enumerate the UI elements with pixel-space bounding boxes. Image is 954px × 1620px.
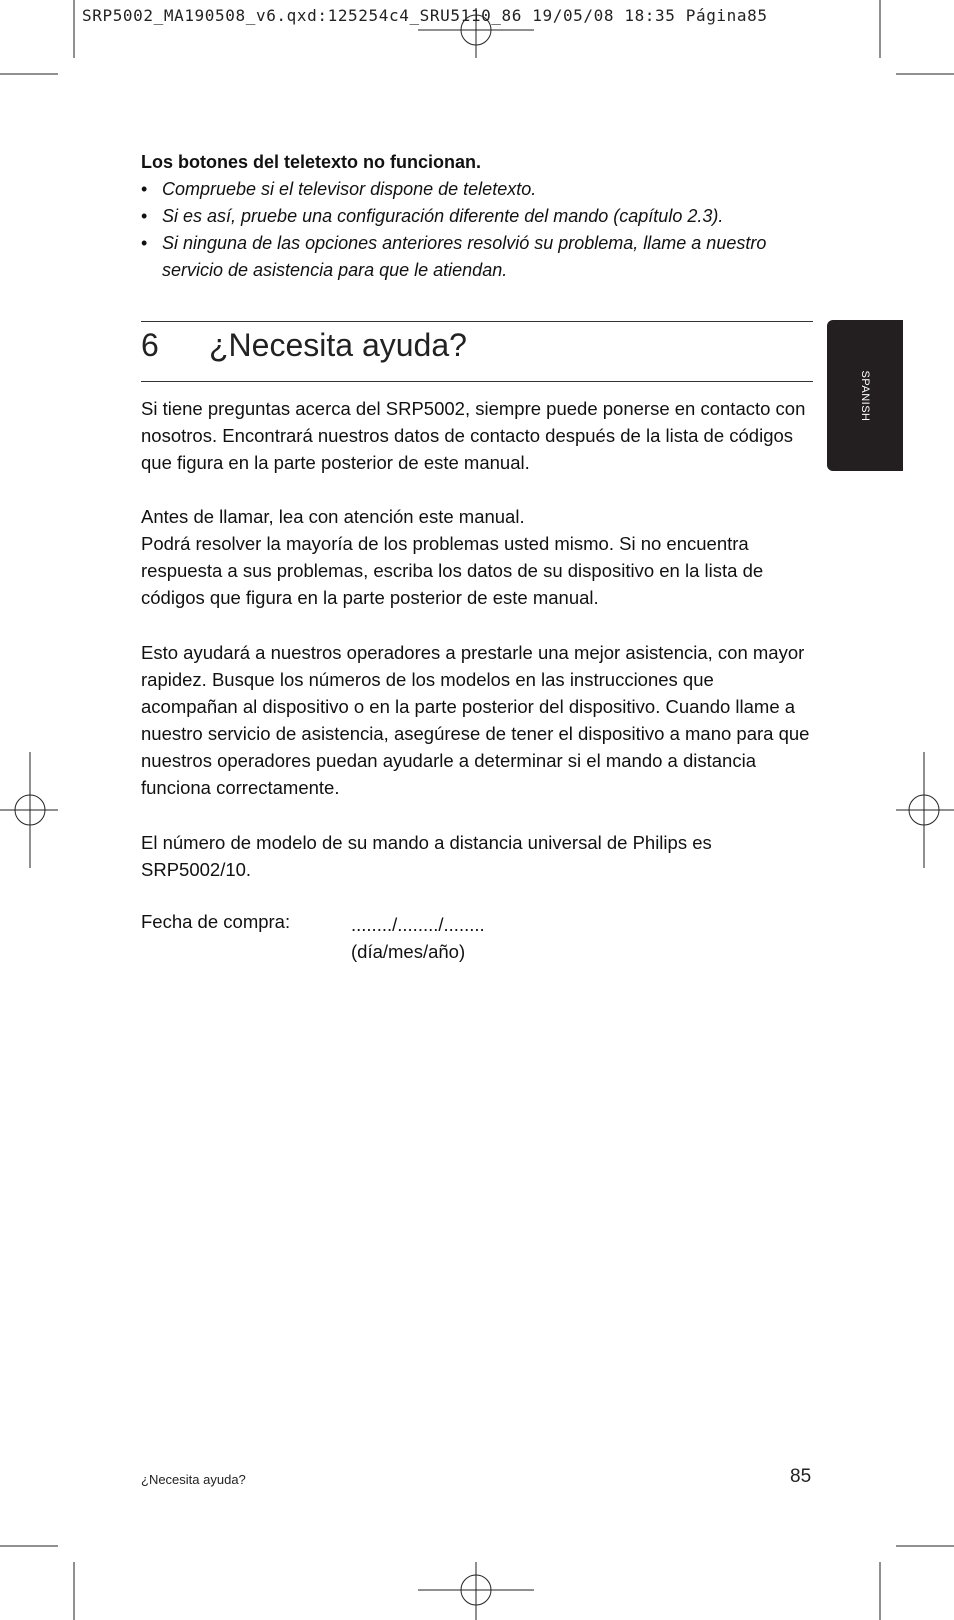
paragraph-contact: Si tiene preguntas acerca del SRP5002, siempre puede ponerse en contacto con nosotros. Encontrará nuestros datos de contacto después de la lista de códigos que figura en la parte posterior de este manual. <box>141 398 806 473</box>
section-title: ¿Necesita ayuda? <box>209 327 467 363</box>
troubleshooting-list <box>141 176 813 284</box>
troubleshooting-heading: Los botones del teletexto no funcionan. <box>141 152 482 172</box>
list-item: • Compruebe si el televisor dispone de teletexto. <box>141 176 813 203</box>
page-number: 85 <box>790 1466 812 1487</box>
bullet-icon: • <box>141 206 148 226</box>
paragraph-operators: Esto ayudará a nuestros operadores a prestarle una mejor asistencia, con mayor rapidez. Busque los números de los modelos en las instrucciones que acompañan al dispositivo o en la parte posterior del dispositivo. Cuando llame a nuestro servicio de asistencia, asegúrese de tener el dispositivo a mano para que nuestros operadores puedan ayudarle a determinar si el mando a distancia funciona correctamente. <box>141 642 810 798</box>
print-slug-line: SRP5002_MA190508_v6.qxd:125254c4_SRU5110_86 19/05/08 18:35 Página85 <box>82 6 768 25</box>
purchase-date-blank: ......../......../........ <box>351 914 485 935</box>
section-rule-top <box>141 321 813 322</box>
language-tab-label: SPANISH <box>859 370 871 421</box>
purchase-date-field <box>351 911 485 965</box>
purchase-date-label: Fecha de compra: <box>141 911 291 932</box>
paragraph-model-number: El número de modelo de su mando a distancia universal de Philips es SRP5002/10. <box>141 832 712 880</box>
language-tab <box>827 320 903 471</box>
bullet-icon: • <box>141 233 148 253</box>
list-item: • Si ninguna de las opciones anteriores resolvió su problema, llame a nuestro servicio de asistencia para que le atiendan. <box>141 230 813 284</box>
footer-section-name: ¿Necesita ayuda? <box>141 1472 246 1487</box>
paragraph-solve-problems: Podrá resolver la mayoría de los problemas usted mismo. Si no encuentra respuesta a sus problemas, escriba los datos de su dispositivo en la lista de códigos que figura en la parte posterior de este manual. <box>141 533 764 608</box>
list-item: • Si es así, pruebe una configuración diferente del mando (capítulo 2.3). <box>141 203 813 230</box>
bullet-icon: • <box>141 179 148 199</box>
paragraph-before-calling: Antes de llamar, lea con atención este manual. <box>141 506 525 527</box>
section-rule-bottom <box>141 381 813 382</box>
section-number: 6 <box>141 327 159 363</box>
purchase-date-format: (día/mes/año) <box>351 941 466 962</box>
